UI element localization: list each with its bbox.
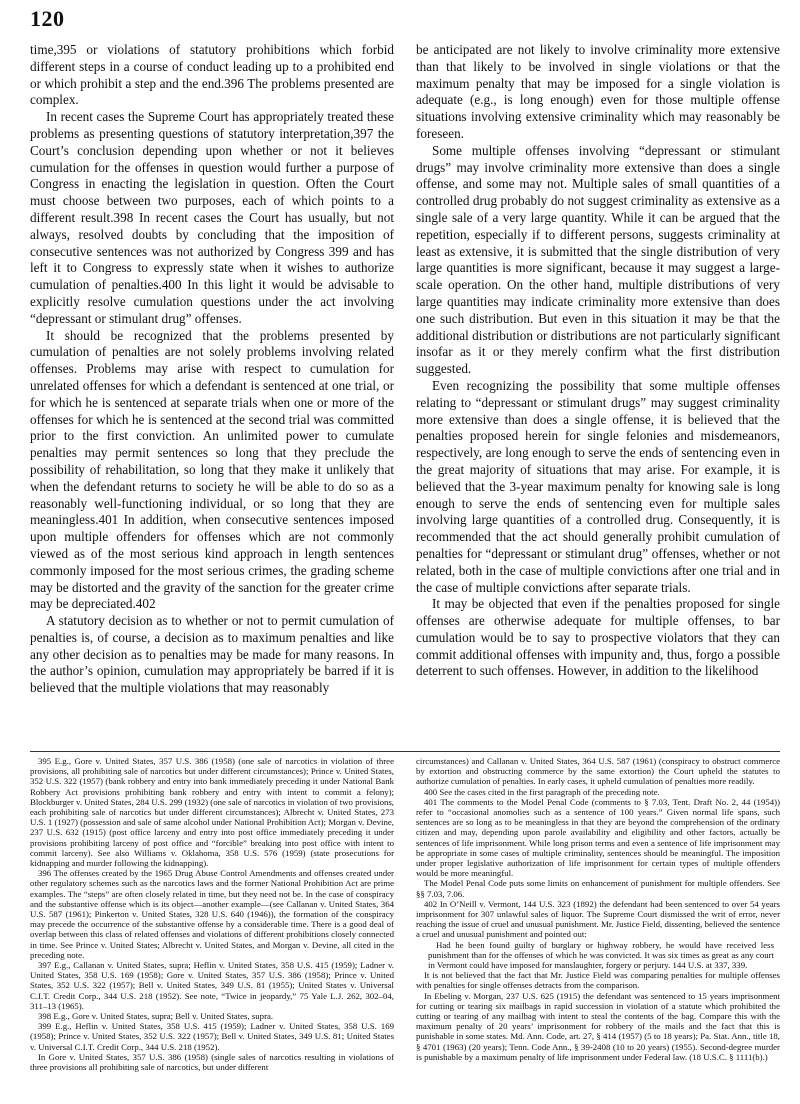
paragraph: Even recognizing the possibility that some multiple offenses relating to “depressant or stimulant drugs” may suggest criminality more extensive than does a single offense, it is believed that the penalties proposed herein for single felonies and misdemeanors, respectively, are long enough to serve the ends of sentencing even in the great majority of situations that may arise. For example, it is believed that the 3-year maximum penalty for knowing sale is long enough to serve the ends of sentencing even for multiple sales involving large quantities of a controlled drug. Consequently, it is recommended that the act should generally prohibit cumulation of penalties for “depressant or stimulant drug” offenses, whether or not related, both in the case of multiple convictions after one trial and in the case of multiple convictions after separate trials.	[416, 377, 780, 595]
footnote: 398 E.g., Gore v. United States, supra; Bell v. United States, supra.	[38, 1011, 274, 1022]
main-text-left-column	[30, 42, 394, 748]
page-number: 120	[30, 6, 65, 31]
main-text-right-column	[416, 42, 780, 748]
footnotes-right-column	[416, 756, 780, 1100]
footnotes-left-column	[30, 756, 394, 1100]
main-text	[30, 42, 780, 748]
footnote: It is not believed that the fact that Mr. Justice Field was comparing penalties for multiple offenses with penalties for single offenses detracts from the comparison.	[416, 970, 780, 991]
footnote: The Model Penal Code puts some limits on enhancement of punishment for multiple offenders. See §§ 7.03, 7.06.	[416, 878, 780, 899]
paragraph: Some multiple offenses involving “depressant or stimulant drugs” may involve criminality more extensive than does a single offense, and some may not. Multiple sales of small quantities of a controlled drug probably do not suggest criminality as extensive as a single sale of a very large quantity. While it can be argued that the repetition, especially if to different persons, suggests criminality at least as extensive, it is submitted that the single distribution of very large quantities is more significant, because it may suggest a large-scale operation. On the other hand, multiple distributions of very large quantities may indicate criminality more extensive than does one such distribution. But even in this situation it may be that the additional distribution or distributions are not particularly significant insofar as it or they merely confirm what the first distribution suggested.	[416, 142, 780, 377]
block-quote: Had he been found guilty of burglary or highway robbery, he would have received less punishment than for the offenses of which he was convicted. It was six times as great as any court in Vermont could have imposed for manslaughter, forgery or perjury. 144 U.S. at 337, 339.	[428, 939, 774, 971]
footnote: 400 See the cases cited in the first paragraph of the preceding note.	[424, 786, 660, 797]
footnote: In Gore v. United States, 357 U.S. 386 (1958) (single sales of narcotics resulting in violations of three provisions all prohibiting sale of narcotics, but under different	[30, 1051, 394, 1073]
footnote: In Ebeling v. Morgan, 237 U.S. 625 (1915) the defendant was sentenced to 15 years imprisonment for cutting or tearing six mailbags in rapid succession in violation of a statute which prohibited the cutting or tearing of any mailbag with intent to steal the contents of the bag. Compare this with the maximum penalty of 20 years’ imprisonment for robbery of the mails and the fact that this is punishable in some states. Md. Ann. Code, art. 27, § 414 (1957) (5 to 18 years); Pa. Stat. Ann., title 18, § 4701 (1963) (20 years); Tenn. Code Ann., § 39-2408 (10 to 20 years) (1955). Second-degree murder is punishable by a maximum penalty of life imprisonment under Federal law. (18 U.S.C. § 1111(b).)	[416, 990, 780, 1062]
footnote: 397 E.g., Callanan v. United States, supra; Heflin v. United States, 358 U.S. 415 (1959); Ladner v. United States, 358 U.S. 169 (1958); Gore v. United States, 357 U.S. 386 (1958); Prince v. United States, 352 U.S. 322 (1957); Bell v. United States, 349 U.S. 81 (1955); United States v. Universal C.I.T. Credit Corp., 344 U.S. 218 (1952). See note, “Twice in jeopardy,” 75 Yale L.J. 262, 302–04, 311–13 (1965).	[30, 960, 394, 1011]
footnote-divider	[30, 751, 780, 752]
paragraph: be anticipated are not likely to involve criminality more extensive than that likely to be involved in single violations or that the maximum penalty that may be imposed for a single violation is adequate (e.g., is long enough) even for those multiple offense situations involving extensive criminality which may reasonably be foreseen.	[416, 42, 780, 141]
paragraph: It may be objected that even if the penalties proposed for single offenses are otherwise adequate for multiple offenses, to bar cumulation would be to say to prospective violators that they can commit additional offenses with impunity and, thus, forgo a possible deterrent to such offenses. However, in addition to the likelihood	[416, 596, 780, 679]
footnote: 402 In O’Neill v. Vermont, 144 U.S. 323 (1892) the defendant had been sentenced to over 54 years imprisonment for 307 unlawful sales of liquor. The Supreme Court dismissed the writ of error, never reaching the issue of cruel and unusual punishment. Mr. Justice Field, dissenting, believed the sentence a cruel and unusual punishment and pointed out:	[416, 898, 780, 940]
footnote: 395 E.g., Gore v. United States, 357 U.S. 386 (1958) (one sale of narcotics in violation of three provisions, all prohibiting sale of narcotics but under different circumstances); Prince v. United States, 352 U.S. 322 (1957) (bank robbery and entry into bank immediately preceding it under National Bank Robbery Act provisions prohibiting bank robbery and entry with intent to commit a felony); Blockburger v. United States, 284 U.S. 299 (1932) (one sale of narcotics in violation of two provisions, each prohibiting sale of narcotics but under different circumstances); Albrecht v. United States, 273 U.S. 1 (1927) (possession and sale of same alcohol under National Prohibition Act); Morgan v. Devine, 237 U.S. 632 (1915) (post office larceny and entry into post office immediately preceding it under provisions prohibiting larceny of post office and “forcible” breaking into post office with intent to commit larceny). See also Williams v. Oklahoma, 358 U.S. 576 (1959) (state prosecutions for kidnapping and murder following the kidnapping).	[30, 756, 394, 869]
paragraph: In recent cases the Supreme Court has appropriately treated these problems as presenting questions of statutory interpretation,397 the Court’s conclusion depending upon whether or not it believes cumulation for the offenses in question would further a purpose of Congress in enacting the legislation in question. Often the Court must choose between two purposes, each of which points to a different result.398 In recent cases the Court has usually, but not always, resolved doubts by concluding that the imposition of consecutive sentences was not authorized by Congress 399 and has left it to Congress to expressly state when it wishes to authorize cumulation of penalties.400 In this light it would be advisable to explicitly resolve cumulation questions under the act involving “depressant or stimulant drug” offenses.	[30, 109, 394, 326]
footnote: 396 The offenses created by the 1965 Drug Abuse Control Amendments and offenses created under other regulatory schemes such as the narcotics laws and the former National Prohibition Act are prime examples. The “steps” are often closely related in time, but they need not be. In the case of conspiracy and the substantive offense which is its object—another example—(see Callanan v. United States, 364 U.S. 587 (1961); Pinkerton v. United States, 328 U.S. 640 (1946)), the formation of the conspiracy may precede the occurrence of the substantive offense by a considerable time. There is a good deal of overlap between this class of related offenses and violations of different prohibitions closely connected in time. See Prince v. United States; Albrecht v. United States, and Morgan v. Devine, all cited in the preceding note.	[30, 868, 394, 960]
footnote: 399 E.g., Heflin v. United States, 358 U.S. 415 (1959); Ladner v. United States, 358 U.S. 169 (1958); Prince v. United States, 352 U.S. 322 (1957); Bell v. United States, 349 U.S. 81; United States v. Universal C.I.T. Credit Corp., 344 U.S. 218 (1952).	[30, 1021, 394, 1052]
footnote: 401 The comments to the Model Penal Code (comments to § 7.03, Tent. Draft No. 2, 44 (1954)) refer to “occasional anomolies such as a sentence of 100 years.” Given normal life spans, such sentences are so long as to be meaningless in that they are beyond the comprehension of the ordinary citizen and may, depending upon parole availability and eligibility and other factors, actually be sentences of life imprisonment. While long prison terms and even a sentence of life imprisonment may be appropriate in some cases of multiple criminality, sentences should be meaningful. The imposition under proper legislative authorization of life imprisonment for certain types of multiple offenders would be more meaningful.	[416, 796, 780, 879]
paragraph: A statutory decision as to whether or not to permit cumulation of penalties is, of course, a decision as to maximum penalties and like any other decision as to penalties may be made for many reasons. In the author’s opinion, cumulation may appropriately be barred if it is believed that the multiple violations that may reasonably	[30, 613, 394, 696]
footnote: circumstances) and Callanan v. United States, 364 U.S. 587 (1961) (conspiracy to obstruct commerce by extortion and obstructing commerce by the same extortion) the Court upheld the statutes to authorize cumulation of penalties. In early cases, it upheld cumulation of penalties more readily.	[416, 756, 780, 787]
paragraph: It should be recognized that the problems presented by cumulation of penalties are not solely problems involving related offenses. Problems may arise with respect to cumulation for unrelated offenses for which a defendant is sentenced at one trial, or for which he is sentenced at separate trials when one or more of the offenses for which he is sentenced at the second trial was committed prior to the first conviction. An unlimited power to cumulate penalties may permit sentences so long that they preclude the possibility of rehabilitation, so long that they make it unlikely that when the defendant returns to society he will be able to do so as a reasonably well-functioning individual, or so long that they are meaningless.401 In addition, when consecutive sentences imposed upon multiple offenders for offenses which are not commonly viewed as of the most serious kind approach in length sentences commonly imposed for the most serious crimes, the grading scheme may be distorted and the gravity of the sanction for the greater crime may be depreciated.402	[30, 327, 394, 612]
footnotes	[30, 756, 780, 1100]
paragraph: time,395 or violations of statutory prohibitions which forbid different steps in a course of conduct leading up to a prohibited end or which prohibit a step and the end.396 The problems presented are complex.	[30, 42, 394, 108]
